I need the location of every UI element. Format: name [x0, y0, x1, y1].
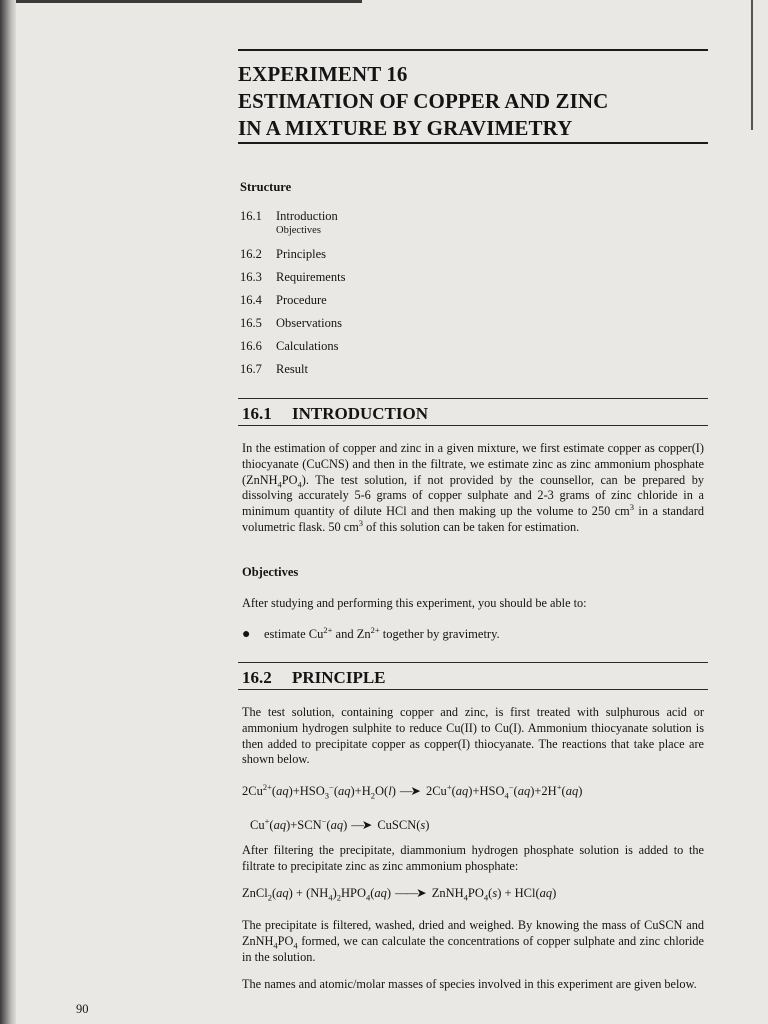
toc-label: Requirements: [276, 270, 346, 284]
toc-label: Procedure: [276, 293, 327, 307]
toc-number: 16.7: [240, 362, 262, 376]
toc-label: Result: [276, 362, 308, 376]
toc-number: 16.1: [240, 209, 262, 223]
section-heading-principle: [242, 668, 386, 688]
toc-label: Introduction: [276, 209, 338, 223]
section-bottom-rule: [238, 425, 708, 426]
experiment-number: EXPERIMENT 16: [238, 62, 408, 86]
section-title: INTRODUCTION: [292, 404, 429, 423]
section-top-rule: [238, 398, 708, 399]
page-number: 90: [76, 1002, 89, 1016]
structure-heading: Structure: [240, 180, 292, 194]
toc-sub-label: Objectives: [276, 225, 321, 236]
objectives-heading: Objectives: [242, 565, 299, 579]
principle-paragraph-4: The names and atomic/molar masses of species involved in this experiment are given below.: [242, 977, 697, 991]
principle-paragraph-1: The test solution, containing copper and zinc, is first treated with sulphurous acid or ammonium hydrogen sulphite to reduce Cu(II) to Cu(I). Ammonium thiocyanate solution is then added to precipitate copper as copper(I) thiocyanate. The reactions that take place are shown below.: [242, 705, 704, 767]
toc-number: 16.2: [240, 247, 262, 261]
principle-paragraph-2: After filtering the precipitate, diammonium hydrogen phosphate solution is added to the filtrate to precipitate zinc as zinc ammonium phosphate:: [242, 843, 704, 873]
reaction-equation-2: Cu+(aq)+SCN−(aq) —➤ CuSCN(s): [250, 815, 430, 832]
page-top-edge: [16, 0, 362, 3]
toc-label: Principles: [276, 247, 326, 261]
experiment-title-line2: IN A MIXTURE BY GRAVIMETRY: [238, 116, 573, 140]
toc-number: 16.3: [240, 270, 262, 284]
reaction-arrow-icon: ——➤: [395, 886, 425, 900]
toc-number: 16.4: [240, 293, 262, 307]
reaction-equation-3: ZnCl$_2$(aq) + $(NH_4)_2HPO_4(aq)$ ——➤ $ZnNH_4PO_4(s) + HCl(aq)$: [242, 886, 557, 903]
reaction-arrow-icon: —➤: [351, 818, 371, 832]
section-number: 16.2: [242, 668, 272, 687]
toc-number: 16.5: [240, 316, 262, 330]
reaction-arrow-icon: —➤: [399, 784, 419, 798]
section-title: PRINCIPLE: [292, 668, 386, 687]
page-right-edge: [751, 0, 753, 130]
objectives-text: After studying and performing this experiment, you should be able to:: [242, 596, 587, 610]
section-number: 16.1: [242, 404, 272, 423]
experiment-title-line1: ESTIMATION OF COPPER AND ZINC: [238, 89, 609, 113]
principle-paragraph-3: The precipitate is filtered, washed, dried and weighed. By knowing the mass of CuSCN and $ZnNH_4PO_4$ formed, we can calculate the concentrations of copper sulphate and zinc chloride in the solution.: [242, 918, 704, 964]
introduction-paragraph: In the estimation of copper and zinc in a given mixture, we first estimate copper as copper(I) thiocyanate (CuCNS) and then in the filtrate, we estimate zinc as zinc ammonium phosphate $(ZnNH_4PO_4)$. The test solution, if not provided by the counsellor, can be prepared by dissolving accurately 5-6 grams of copper sulphate and 2-3 grams of zinc chloride in a minimum quantity of dilute HCl and then making up the volume to 250 $cm^3$ in a standard volumetric flask. 50 $cm^3$ of this solution can be taken for estimation.: [242, 441, 705, 534]
objective-bullet: ● estimate $Cu^{2+}$ and $Zn^{2+}$ together by gravimetry.: [242, 624, 500, 642]
title-bottom-rule: [238, 142, 708, 144]
book-binding-edge: [0, 0, 16, 1024]
section-bottom-rule: [238, 689, 708, 690]
section-top-rule: [238, 662, 708, 663]
title-top-rule: [238, 49, 708, 51]
toc-label: Observations: [276, 316, 342, 330]
toc-number: 16.6: [240, 339, 262, 353]
reaction-equation-1: $2Cu^{2+}(aq)+HSO_3^-(aq)+H_2O(l)$ —➤ $2Cu^+(aq)+HSO_4^-(aq)+2H^+(aq)$: [242, 781, 583, 801]
bullet-icon: ●: [242, 627, 251, 642]
experiment-heading: [238, 61, 708, 142]
section-heading-introduction: [242, 404, 428, 424]
toc-label: Calculations: [276, 339, 339, 353]
